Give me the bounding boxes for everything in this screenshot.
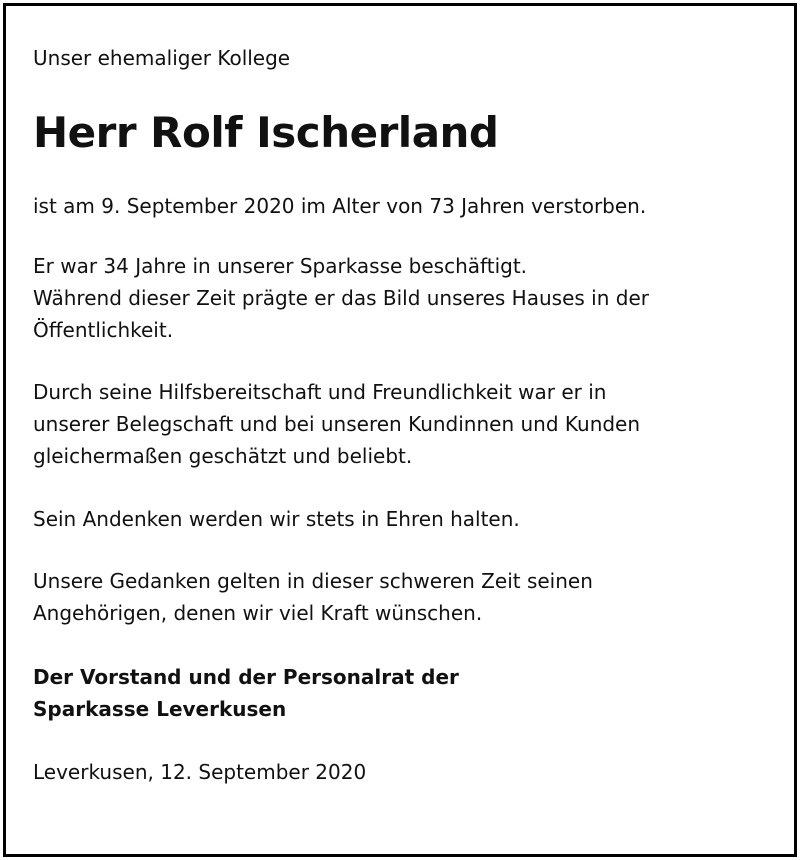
intro-text: Unser ehemaliger Kollege bbox=[33, 46, 291, 70]
signature-block bbox=[33, 661, 783, 725]
signature-line: Sparkasse Leverkusen bbox=[33, 697, 287, 721]
career-line: Während dieser Zeit prägte er das Bild unseres Hauses in der bbox=[33, 286, 649, 310]
career-line: Er war 34 Jahre in unserer Sparkasse beschäftigt. bbox=[33, 254, 528, 278]
death-announcement: ist am 9. September 2020 im Alter von 73 Jahren verstorben. bbox=[33, 194, 647, 218]
career-line: Öffentlichkeit. bbox=[33, 318, 174, 342]
remembrance-line: Sein Andenken werden wir stets in Ehren halten. bbox=[33, 507, 520, 531]
deceased-name: Herr Rolf Ischerland bbox=[33, 108, 499, 157]
condolence-line: Unsere Gedanken gelten in dieser schweren Zeit seinen bbox=[33, 569, 593, 593]
obituary-notice-frame bbox=[3, 3, 797, 857]
character-line: gleichermaßen geschätzt und beliebt. bbox=[33, 444, 413, 468]
condolence-line: Angehörigen, denen wir viel Kraft wünschen. bbox=[33, 601, 483, 625]
character-paragraph bbox=[33, 376, 783, 472]
place-and-date: Leverkusen, 12. September 2020 bbox=[33, 760, 367, 784]
career-paragraph bbox=[33, 250, 783, 346]
obituary-notice-content bbox=[33, 44, 783, 788]
signature-line: Der Vorstand und der Personalrat der bbox=[33, 665, 459, 689]
character-line: unserer Belegschaft und bei unseren Kundinnen und Kunden bbox=[33, 412, 641, 436]
character-line: Durch seine Hilfsbereitschaft und Freundlichkeit war er in bbox=[33, 380, 607, 404]
condolence-paragraph bbox=[33, 565, 783, 629]
